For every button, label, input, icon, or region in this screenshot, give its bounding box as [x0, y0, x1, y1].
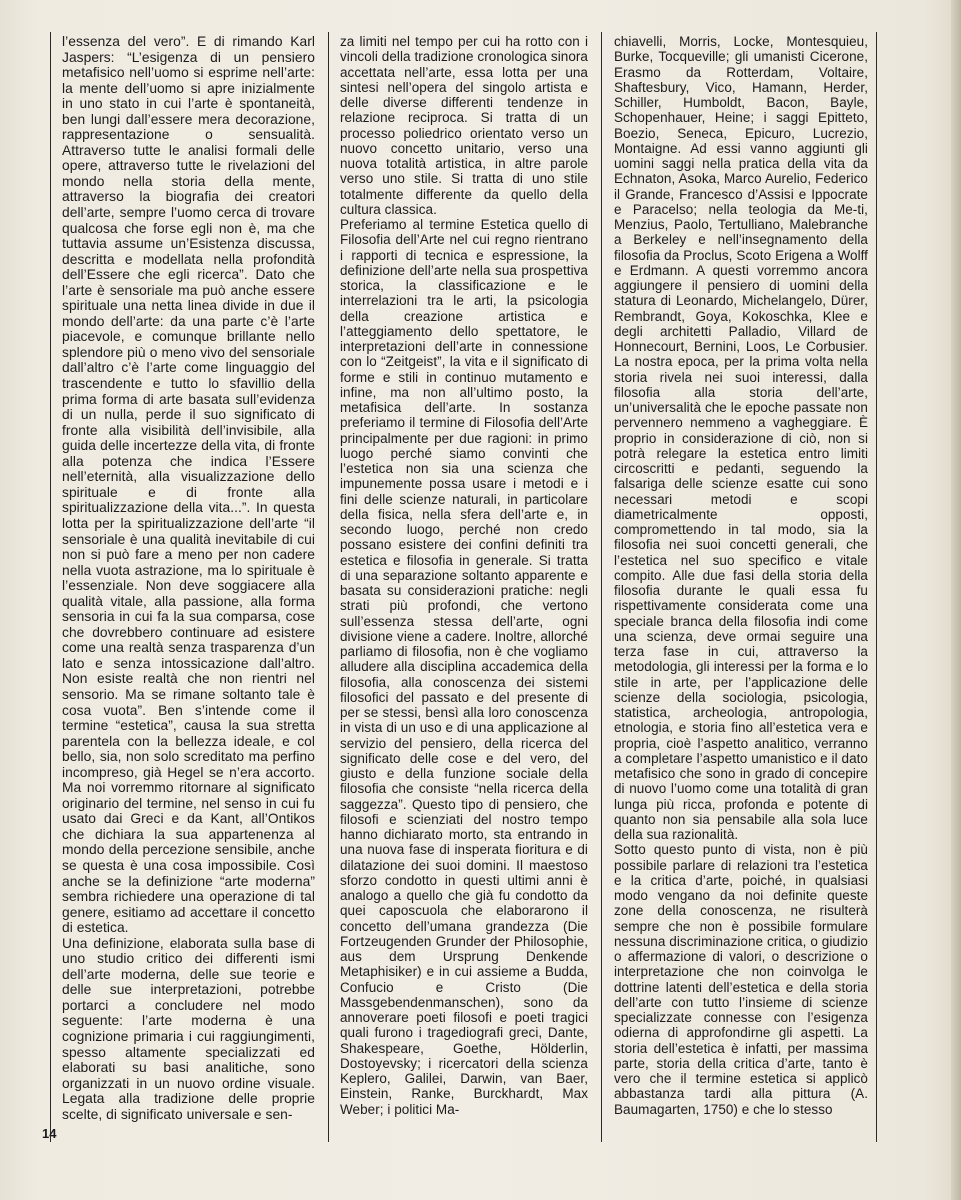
page-edge — [951, 0, 961, 1200]
text-column-1 — [62, 34, 315, 1122]
paragraph: Una definizione, elaborata sulla base di uno studio critico dei differenti ismi dell’arte moderna, delle sue teorie e delle sue interpretazioni, potrebbe portarci a concludere nel modo seguente: l’arte moderna è una cognizione primaria i cui raggiungimenti, spesso altamente specializzati ed elaborati su basi analitiche, sono organizzati in un nuovo ordine visuale. Legata alla tradizione delle proprie scelte, di significato universale e sen- — [62, 935, 315, 1122]
paragraph: Sotto questo punto di vista, non è più possibile parlare di relazioni tra l’estetica e la critica d’arte, poiché, in qualsiasi modo vengano da noi definite queste zone della conoscenza, ne risulterà sempre che non è possibile formulare nessuna discriminazione critica, o giudizio o affermazione di valori, o descrizione o interpretazione che non coinvolga le dottrine latenti dell’estetica e della storia dell’arte con tutto l’insieme di scienze specializzate connesse con l’esigenza odierna di approfondirne gli aspetti. La storia dell’estetica è infatti, per massima parte, storia della critica d’arte, tanto è vero che il termine estetica si applicò abbastanza tardi alla pittura (A. Baumagarten, 1750) e che lo stesso — [614, 842, 868, 1117]
column-rule-1 — [328, 32, 329, 1142]
column-rule-left — [50, 32, 51, 1142]
page-number: 14 — [42, 1126, 57, 1141]
column-rule-right — [876, 32, 877, 1142]
paragraph: za limiti nel tempo per cui ha rotto con i vincoli della tradizione cronologica sinora accettata nell’arte, essa lotta per una sintesi nell’opera del singolo artista e delle diverse differenti tendenze in relazione reciproca. Si tratta di un processo poliedrico orientato verso un nuovo concetto unitario, verso una nuova totalità artistica, in altre parole verso uno stile. Si tratta di uno stile totalmente differente da quello della cultura classica. — [340, 34, 588, 217]
paragraph: chiavelli, Morris, Locke, Montesquieu, Burke, Tocqueville; gli umanisti Cicerone, Erasmo da Rotterdam, Voltaire, Shaftesbury, Vico, Hamann, Herder, Schiller, Humboldt, Bacon, Bayle, Schopenhauer, Heine; i saggi Epitteto, Boezio, Seneca, Epicuro, Lucrezio, Montaigne. Ad essi vanno aggiunti gli uomini saggi nella pratica della vita da Echnaton, Asoka, Marco Aurelio, Federico il Grande, Francesco d’Assisi e Ippocrate e Paracelso; nella teologia da Me-ti, Menzius, Paolo, Tertulliano, Malebranche a Berkeley e nell’insegnamento della filosofia da Proclus, Scoto Erigena a Wolff e Erdmann. A questi vorremmo ancora aggiungere il pensiero di uomini della statura di Leonardo, Michelangelo, Dürer, Rembrandt, Goya, Kokoschka, Klee e degli architetti Palladio, Villard de Honnecourt, Bernini, Loos, Le Corbusier. La nostra epoca, per la prima volta nella storia rivela nei suoi interessi, dalla filosofia alla storia dell’arte, un’universalità che le epoche passate non pervennero nemmeno a vagheggiare. È proprio in considerazione di ciò, non si potrà relegare la estetica entro limiti circoscritti e pedanti, seguendo la falsariga delle scienze esatte cui sono necessari metodi e scopi diametricalmente opposti, compromettendo in tal modo, sia la filosofia nei suoi concetti generali, che l’estetica nel suo specifico e vitale compito. Alle due fasi della storia della filosofia durante le quali essa fu rispettivamente considerata come una speciale branca della filosofia indi come una scienza, deve ormai seguire una terza fase in cui, attraverso la metodologia, gli interessi per la forma e lo stile in arte, per l’applicazione delle scienze della sociologia, psicologia, statistica, archeologia, antropologia, etnologia, e storia fino all’estetica vera e propria, cioè l’aspetto analitico, verranno a completare l’aspetto umanistico e il dato metafisico che sono in grado di concepire di nuovo l’uomo come una totalità di gran lunga più ricca, profonda e potente di quanto non sia pensabile alla sola luce della sua razionalità. — [614, 34, 868, 842]
text-column-2 — [340, 34, 588, 1117]
paragraph: Preferiamo al termine Estetica quello di Filosofia dell’Arte nel cui regno rientrano i rapporti di tecnica e espressione, la definizione dell’arte nella sua prospettiva storica, la classificazione e le interrelazioni tra le arti, la psicologia della creazione artistica e l’atteggiamento dello spettatore, le interpretazioni dell’arte in connessione con lo “Zeitgeist”, la vita e il significato di forme e stili in continuo mutamento e infine, ma non all’ultimo posto, la metafisica dell’arte. In sostanza preferiamo il termine di Filosofia dell’Arte principalmente per due ragioni: in primo luogo perché siamo convinti che l’estetica non sia una scienza che impunemente possa usare i metodi e i fini delle scienze naturali, in particolare della fisica, nella sfera dell’arte e, in secondo luogo, perché non credo possano esistere dei confini definiti tra estetica e filosofia in generale. Si tratta di una separazione soltanto apparente e basata su considerazioni pratiche: negli strati più profondi, che vertono sull’essenza stessa dell’arte, ogni divisione viene a cadere. Inoltre, allorché parliamo di filosofia, non è che vogliamo alludere alla disciplina accademica della filosofia, alla conoscenza dei sistemi filosofici del passato e del presente di per se stessi, bensì alla loro conoscenza in vista di un uso e di una applicazione al servizio del pensiero, della ricerca del significato delle cose e del vero, del giusto e della funzione sociale della filosofia che consiste “nella ricerca della saggezza”. Questo tipo di pensiero, che filosofi e scienziati del nostro tempo hanno dichiarato morto, sta entrando in una nuova fase di insperata fioritura e di dilatazione dei suoi domini. Il maestoso sforzo condotto in questi ultimi anni è analogo a quello che già fu condotto da quei caposcuola che elaborarono il concetto dell’umana grandezza (Die Fortzeugenden Grunder der Philosophie, aus dem Ursprung Denkende Metaphisiker) e in cui assieme a Budda, Confucio e Cristo (Die Massgebendenmanschen), sono da annoverare poeti filosofi e poeti tragici quali furono i tragediografi greci, Dante, Shakespeare, Goethe, Hölderlin, Dostoyevsky; i ricercatori della scienza Keplero, Galilei, Darwin, van Baer, Einstein, Ranke, Burckhardt, Max Weber; i politici Ma- — [340, 217, 588, 1117]
column-rule-2 — [601, 32, 602, 1142]
text-column-3 — [614, 34, 868, 1117]
paragraph: l’essenza del vero”. E di rimando Karl Jaspers: “L’esigenza di un pensiero metafisico nell’uomo si esprime nell’arte: la mente dell’uomo si apre inizialmente in uno stato in cui l’arte è spontaneità, ben lungi dall’essere mera decorazione, rappresentazione o sensualità. Attraverso tutte le analisi formali delle opere, attraverso tutte le rivelazioni del mondo nella storia della mente, attraverso la biografia dei creatori dell’arte, sempre l’uomo cerca di trovare qualcosa che forse egli non è, ma che tuttavia assume un’Esistenza discussa, descritta e modellata nella profondità dell’Essere che egli ricerca”. Dato che l’arte è sensoriale ma può anche essere spirituale una netta linea divide in due il mondo dell’arte: da una parte c’è l’arte piacevole, e comunque brillante nello splendore più o meno vivo del sensoriale dall’altro c’è l’arte come linguaggio del trascendente e tutto lo sfavillio della prima forma di arte basata sull’evidenza di un nulla, perde il suo significato di fronte alla visibilità dell’invisibile, alla guida delle incertezze della vita, di fronte alla potenza che indica l’Essere nell’eternità, alla visualizzazione dello spirituale e di fronte alla spiritualizzazione della vita...”. In questa lotta per la spiritualizzazione dell’arte “il sensoriale è una qualità inevitabile di cui non si può fare a meno per non cadere nella vuota astrazione, ma lo spirituale è l’essenziale. Non deve soggiacere alla qualità vitale, alla passione, alla forma sensoria in cui fa la sua comparsa, cose che dovrebbero continuare ad esistere come una realtà senza trasparenza d’un lato e senza intossicazione dall’altro. Non esiste realtà che non rientri nel sensorio. Ma se rimane soltanto tale è cosa vuota”. Ben s’intende come il termine “estetica”, causa la sua stretta parentela con la bellezza ideale, e col bello, sia, non solo screditato ma perfino incompreso, già Hegel se n’era accorto. Ma noi vorremmo ritornare al significato originario del termine, nel senso in cui fu usato dai Greci e da Kant, all’Ontikos che dichiara la sua appartenenza al mondo della percezione sensibile, anche se questa è una cosa impossibile. Così anche se la definizione “arte moderna” sembra richiedere una operazione di tal genere, esitiamo ad accettare il concetto di estetica. — [62, 34, 315, 936]
